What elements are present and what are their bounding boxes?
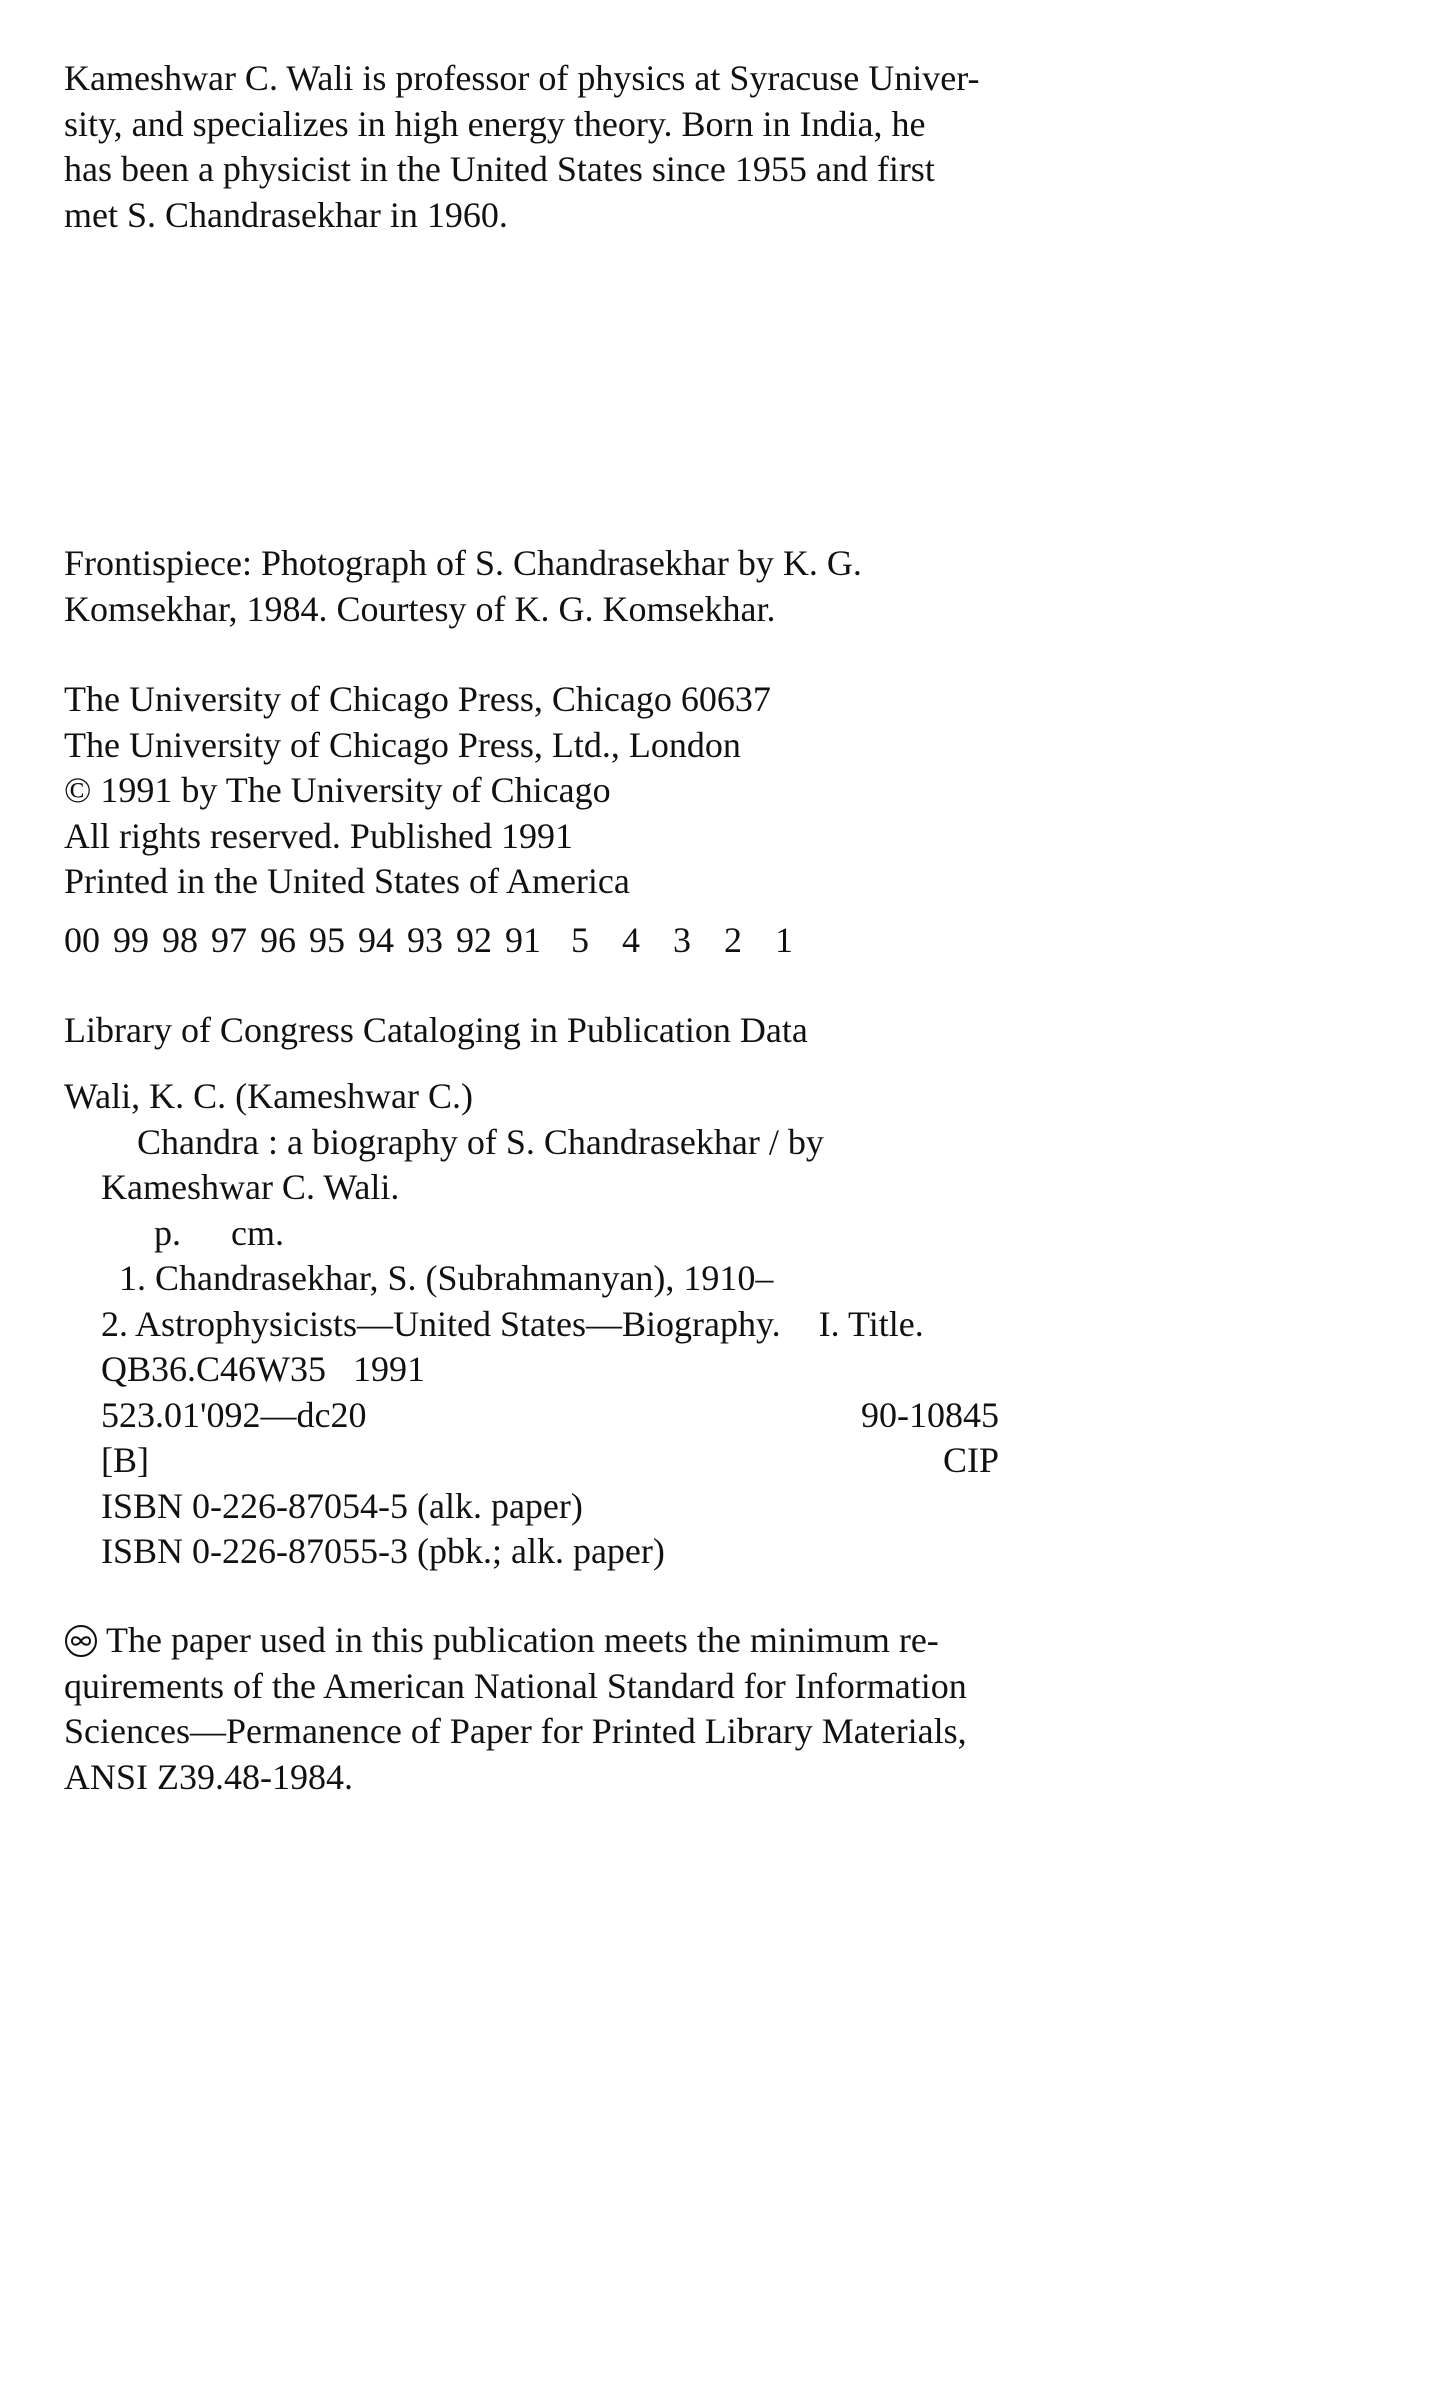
frontispiece-credit bbox=[64, 541, 862, 632]
cip-author: Wali, K. C. (Kameshwar C.) bbox=[64, 1076, 474, 1116]
cip-subject-2: 2. Astrophysicists—United States—Biography. bbox=[101, 1303, 781, 1344]
cip-title-1: Chandra : a biography of S. Chandrasekhar / by bbox=[137, 1121, 824, 1162]
cip-physical bbox=[64, 1211, 999, 1257]
cip-title-2: Kameshwar C. Wali. bbox=[101, 1167, 400, 1207]
printing-impressions: 5 4 3 2 1 bbox=[571, 920, 803, 960]
cip-record bbox=[64, 1074, 999, 1575]
cip-added-title: I. Title. bbox=[818, 1303, 924, 1344]
cip-bracket-code: [B] bbox=[101, 1440, 149, 1480]
printed-line: Printed in the United States of America bbox=[64, 861, 630, 901]
printing-years: 00 99 98 97 96 95 94 93 92 91 bbox=[64, 920, 541, 960]
cip-isbn-2: ISBN 0-226-87055-3 (pbk.; alk. paper) bbox=[101, 1531, 665, 1571]
publisher-line: The University of Chicago Press, Chicago 60637 bbox=[64, 679, 771, 719]
paper-notice-line bbox=[64, 1618, 967, 1664]
bio-line: Kameshwar C. Wali is professor of physics at Syracuse Univer- bbox=[64, 58, 980, 98]
bio-line: sity, and specializes in high energy theory. Born in India, he bbox=[64, 103, 926, 144]
frontispiece-line: Frontispiece: Photograph of S. Chandrasekhar by K. G. bbox=[64, 543, 862, 583]
cip-code-row bbox=[64, 1438, 999, 1484]
frontispiece-line: Komsekhar, 1984. Courtesy of K. G. Komsekhar. bbox=[64, 588, 776, 629]
cip-size: cm. bbox=[231, 1212, 284, 1253]
publisher-line: The University of Chicago Press, Ltd., London bbox=[64, 724, 741, 765]
copyright-line: © 1991 by The University of Chicago bbox=[64, 770, 611, 810]
printing-line bbox=[64, 918, 803, 964]
cip-subject-2-row bbox=[64, 1302, 999, 1348]
infinity-permanence-icon bbox=[64, 1624, 98, 1658]
paper-notice-line: quirements of the American National Standard for Information bbox=[64, 1665, 967, 1706]
cip-heading bbox=[64, 1008, 808, 1054]
publisher-info bbox=[64, 677, 771, 905]
cip-lc-class: QB36.C46W35 1991 bbox=[101, 1349, 425, 1389]
rights-line: All rights reserved. Published 1991 bbox=[64, 815, 573, 856]
author-bio bbox=[64, 56, 980, 238]
cip-dewey: 523.01'092—dc20 bbox=[101, 1394, 367, 1435]
paper-notice bbox=[64, 1618, 967, 1800]
cip-heading-text: Library of Congress Cataloging in Publication Data bbox=[64, 1010, 808, 1050]
paper-notice-line: ANSI Z39.48-1984. bbox=[64, 1756, 353, 1797]
cip-dewey-row bbox=[64, 1393, 999, 1439]
cip-label: CIP bbox=[942, 1440, 999, 1480]
cip-subject-1: 1. Chandrasekhar, S. (Subrahmanyan), 1910– bbox=[119, 1258, 774, 1298]
cip-pages: p. bbox=[154, 1212, 181, 1253]
paper-notice-line: Sciences—Permanence of Paper for Printed Library Materials, bbox=[64, 1711, 967, 1751]
cip-isbn-1: ISBN 0-226-87054-5 (alk. paper) bbox=[101, 1485, 583, 1526]
bio-line: has been a physicist in the United States since 1955 and first bbox=[64, 149, 935, 189]
bio-line: met S. Chandrasekhar in 1960. bbox=[64, 194, 508, 235]
paper-notice-text-1: The paper used in this publication meets the minimum re- bbox=[106, 1620, 939, 1660]
cip-lccn: 90-10845 bbox=[861, 1394, 999, 1435]
